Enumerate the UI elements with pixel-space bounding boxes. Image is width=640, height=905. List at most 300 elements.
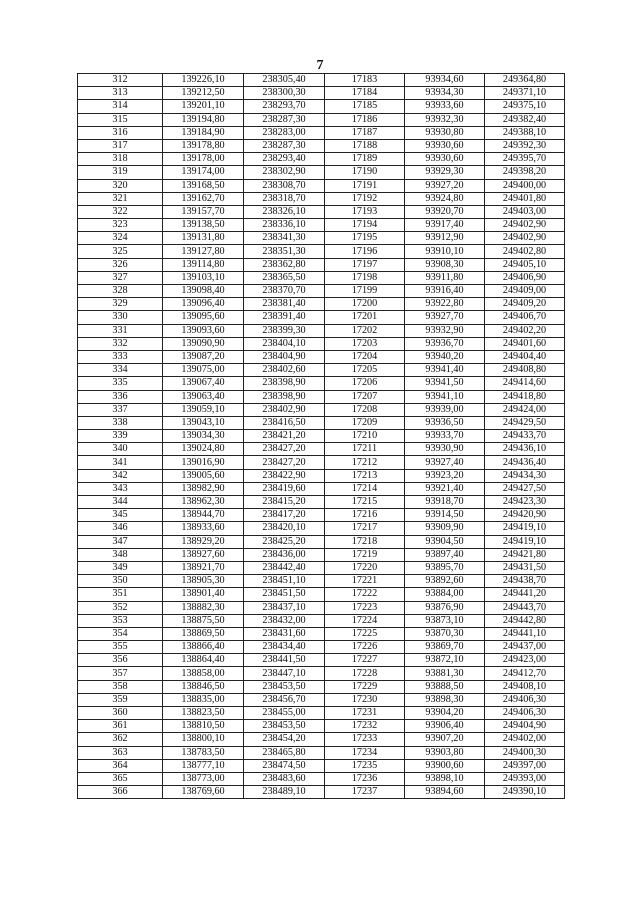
table-row bbox=[78, 707, 565, 720]
point-number-2-cell: 17201 bbox=[325, 311, 405, 324]
y-coordinate-cell: 238336,10 bbox=[244, 219, 325, 232]
y-coordinate-2-cell: 249392,30 bbox=[485, 139, 565, 152]
point-number-2-cell: 17212 bbox=[325, 456, 405, 469]
y-coordinate-2-cell: 249409,20 bbox=[485, 298, 565, 311]
x-coordinate-2-cell: 93884,00 bbox=[405, 588, 485, 601]
y-coordinate-cell: 238453,50 bbox=[244, 680, 325, 693]
point-number-2-cell: 17234 bbox=[325, 746, 405, 759]
table-row bbox=[78, 733, 565, 746]
y-coordinate-2-cell: 249408,10 bbox=[485, 680, 565, 693]
y-coordinate-cell: 238398,90 bbox=[244, 390, 325, 403]
x-coordinate-2-cell: 93927,20 bbox=[405, 179, 485, 192]
x-coordinate-2-cell: 93941,10 bbox=[405, 390, 485, 403]
x-coordinate-2-cell: 93895,70 bbox=[405, 561, 485, 574]
x-coordinate-2-cell: 93917,40 bbox=[405, 219, 485, 232]
x-coordinate-2-cell: 93892,60 bbox=[405, 575, 485, 588]
x-coordinate-cell: 139174,00 bbox=[163, 166, 244, 179]
x-coordinate-cell: 138783,50 bbox=[163, 746, 244, 759]
table-row bbox=[78, 364, 565, 377]
table-row bbox=[78, 245, 565, 258]
y-coordinate-2-cell: 249409,00 bbox=[485, 285, 565, 298]
y-coordinate-cell: 238431,60 bbox=[244, 627, 325, 640]
point-number-cell: 348 bbox=[78, 548, 163, 561]
point-number-cell: 347 bbox=[78, 535, 163, 548]
point-number-cell: 321 bbox=[78, 192, 163, 205]
table-row bbox=[78, 100, 565, 113]
y-coordinate-2-cell: 249398,20 bbox=[485, 166, 565, 179]
x-coordinate-cell: 138927,60 bbox=[163, 548, 244, 561]
table-row bbox=[78, 126, 565, 139]
table-row bbox=[78, 772, 565, 785]
table-row bbox=[78, 601, 565, 614]
y-coordinate-cell: 238465,80 bbox=[244, 746, 325, 759]
y-coordinate-cell: 238489,10 bbox=[244, 786, 325, 799]
y-coordinate-2-cell: 249423,00 bbox=[485, 654, 565, 667]
x-coordinate-cell: 139059,10 bbox=[163, 403, 244, 416]
x-coordinate-2-cell: 93869,70 bbox=[405, 641, 485, 654]
point-number-cell: 340 bbox=[78, 443, 163, 456]
y-coordinate-2-cell: 249406,30 bbox=[485, 693, 565, 706]
x-coordinate-2-cell: 93933,60 bbox=[405, 100, 485, 113]
x-coordinate-2-cell: 93912,90 bbox=[405, 232, 485, 245]
y-coordinate-2-cell: 249424,00 bbox=[485, 403, 565, 416]
x-coordinate-cell: 138901,40 bbox=[163, 588, 244, 601]
point-number-2-cell: 17192 bbox=[325, 192, 405, 205]
x-coordinate-2-cell: 93904,20 bbox=[405, 707, 485, 720]
x-coordinate-2-cell: 93914,50 bbox=[405, 509, 485, 522]
coordinates-table-body bbox=[78, 74, 565, 799]
point-number-2-cell: 17190 bbox=[325, 166, 405, 179]
x-coordinate-cell: 139114,80 bbox=[163, 258, 244, 271]
point-number-cell: 325 bbox=[78, 245, 163, 258]
y-coordinate-cell: 238454,20 bbox=[244, 733, 325, 746]
x-coordinate-cell: 138875,50 bbox=[163, 614, 244, 627]
point-number-cell: 326 bbox=[78, 258, 163, 271]
x-coordinate-cell: 139075,00 bbox=[163, 364, 244, 377]
y-coordinate-2-cell: 249402,90 bbox=[485, 219, 565, 232]
table-row bbox=[78, 561, 565, 574]
x-coordinate-cell: 138866,40 bbox=[163, 641, 244, 654]
x-coordinate-2-cell: 93909,90 bbox=[405, 522, 485, 535]
table-row bbox=[78, 74, 565, 87]
point-number-cell: 327 bbox=[78, 271, 163, 284]
point-number-2-cell: 17208 bbox=[325, 403, 405, 416]
point-number-2-cell: 17206 bbox=[325, 377, 405, 390]
x-coordinate-2-cell: 93872,10 bbox=[405, 654, 485, 667]
point-number-2-cell: 17195 bbox=[325, 232, 405, 245]
y-coordinate-cell: 238419,60 bbox=[244, 482, 325, 495]
y-coordinate-2-cell: 249408,80 bbox=[485, 364, 565, 377]
point-number-cell: 312 bbox=[78, 74, 163, 87]
point-number-2-cell: 17215 bbox=[325, 496, 405, 509]
y-coordinate-cell: 238300,30 bbox=[244, 87, 325, 100]
point-number-2-cell: 17193 bbox=[325, 205, 405, 218]
x-coordinate-2-cell: 93898,30 bbox=[405, 693, 485, 706]
y-coordinate-2-cell: 249441,10 bbox=[485, 627, 565, 640]
y-coordinate-cell: 238318,70 bbox=[244, 192, 325, 205]
y-coordinate-cell: 238451,50 bbox=[244, 588, 325, 601]
point-number-2-cell: 17196 bbox=[325, 245, 405, 258]
y-coordinate-2-cell: 249401,60 bbox=[485, 337, 565, 350]
point-number-cell: 343 bbox=[78, 482, 163, 495]
table-row bbox=[78, 588, 565, 601]
table-row bbox=[78, 746, 565, 759]
point-number-cell: 314 bbox=[78, 100, 163, 113]
y-coordinate-2-cell: 249437,00 bbox=[485, 641, 565, 654]
y-coordinate-cell: 238402,60 bbox=[244, 364, 325, 377]
x-coordinate-cell: 139157,70 bbox=[163, 205, 244, 218]
point-number-cell: 339 bbox=[78, 430, 163, 443]
x-coordinate-2-cell: 93940,20 bbox=[405, 350, 485, 363]
x-coordinate-2-cell: 93930,80 bbox=[405, 126, 485, 139]
y-coordinate-2-cell: 249401,80 bbox=[485, 192, 565, 205]
x-coordinate-2-cell: 93932,30 bbox=[405, 113, 485, 126]
y-coordinate-2-cell: 249438,70 bbox=[485, 575, 565, 588]
table-row bbox=[78, 535, 565, 548]
x-coordinate-2-cell: 93881,30 bbox=[405, 667, 485, 680]
y-coordinate-cell: 238287,30 bbox=[244, 113, 325, 126]
y-coordinate-2-cell: 249371,10 bbox=[485, 87, 565, 100]
table-row bbox=[78, 271, 565, 284]
y-coordinate-cell: 238483,60 bbox=[244, 772, 325, 785]
x-coordinate-cell: 139103,10 bbox=[163, 271, 244, 284]
x-coordinate-2-cell: 93932,90 bbox=[405, 324, 485, 337]
x-coordinate-cell: 138929,20 bbox=[163, 535, 244, 548]
x-coordinate-cell: 139212,50 bbox=[163, 87, 244, 100]
point-number-cell: 337 bbox=[78, 403, 163, 416]
point-number-2-cell: 17227 bbox=[325, 654, 405, 667]
point-number-2-cell: 17233 bbox=[325, 733, 405, 746]
point-number-cell: 313 bbox=[78, 87, 163, 100]
y-coordinate-cell: 238283,00 bbox=[244, 126, 325, 139]
point-number-cell: 317 bbox=[78, 139, 163, 152]
x-coordinate-cell: 139090,90 bbox=[163, 337, 244, 350]
x-coordinate-cell: 139043,10 bbox=[163, 416, 244, 429]
point-number-cell: 345 bbox=[78, 509, 163, 522]
point-number-2-cell: 17194 bbox=[325, 219, 405, 232]
point-number-2-cell: 17198 bbox=[325, 271, 405, 284]
x-coordinate-cell: 139168,50 bbox=[163, 179, 244, 192]
point-number-cell: 344 bbox=[78, 496, 163, 509]
point-number-cell: 342 bbox=[78, 469, 163, 482]
table-row bbox=[78, 337, 565, 350]
point-number-cell: 320 bbox=[78, 179, 163, 192]
x-coordinate-cell: 139067,40 bbox=[163, 377, 244, 390]
point-number-2-cell: 17228 bbox=[325, 667, 405, 680]
table-row bbox=[78, 285, 565, 298]
y-coordinate-cell: 238456,70 bbox=[244, 693, 325, 706]
y-coordinate-cell: 238416,50 bbox=[244, 416, 325, 429]
y-coordinate-cell: 238434,40 bbox=[244, 641, 325, 654]
y-coordinate-2-cell: 249436,10 bbox=[485, 443, 565, 456]
x-coordinate-cell: 138982,90 bbox=[163, 482, 244, 495]
point-number-2-cell: 17202 bbox=[325, 324, 405, 337]
y-coordinate-cell: 238441,50 bbox=[244, 654, 325, 667]
y-coordinate-cell: 238420,10 bbox=[244, 522, 325, 535]
y-coordinate-cell: 238381,40 bbox=[244, 298, 325, 311]
x-coordinate-cell: 139138,50 bbox=[163, 219, 244, 232]
x-coordinate-cell: 139093,60 bbox=[163, 324, 244, 337]
x-coordinate-2-cell: 93930,90 bbox=[405, 443, 485, 456]
y-coordinate-2-cell: 249434,30 bbox=[485, 469, 565, 482]
table-row bbox=[78, 298, 565, 311]
table-row bbox=[78, 350, 565, 363]
point-number-cell: 366 bbox=[78, 786, 163, 799]
point-number-cell: 328 bbox=[78, 285, 163, 298]
table-row bbox=[78, 522, 565, 535]
y-coordinate-2-cell: 249427,50 bbox=[485, 482, 565, 495]
x-coordinate-2-cell: 93939,00 bbox=[405, 403, 485, 416]
point-number-cell: 349 bbox=[78, 561, 163, 574]
y-coordinate-cell: 238398,90 bbox=[244, 377, 325, 390]
point-number-cell: 335 bbox=[78, 377, 163, 390]
table-row bbox=[78, 166, 565, 179]
x-coordinate-cell: 139087,20 bbox=[163, 350, 244, 363]
x-coordinate-2-cell: 93929,30 bbox=[405, 166, 485, 179]
table-row bbox=[78, 456, 565, 469]
y-coordinate-cell: 238451,10 bbox=[244, 575, 325, 588]
y-coordinate-cell: 238421,20 bbox=[244, 430, 325, 443]
x-coordinate-2-cell: 93920,70 bbox=[405, 205, 485, 218]
y-coordinate-cell: 238293,70 bbox=[244, 100, 325, 113]
point-number-2-cell: 17223 bbox=[325, 601, 405, 614]
point-number-2-cell: 17185 bbox=[325, 100, 405, 113]
x-coordinate-2-cell: 93876,90 bbox=[405, 601, 485, 614]
y-coordinate-cell: 238404,10 bbox=[244, 337, 325, 350]
x-coordinate-cell: 138769,60 bbox=[163, 786, 244, 799]
table-row bbox=[78, 496, 565, 509]
y-coordinate-2-cell: 249412,70 bbox=[485, 667, 565, 680]
y-coordinate-2-cell: 249406,90 bbox=[485, 271, 565, 284]
y-coordinate-cell: 238308,70 bbox=[244, 179, 325, 192]
point-number-2-cell: 17220 bbox=[325, 561, 405, 574]
y-coordinate-cell: 238474,50 bbox=[244, 759, 325, 772]
y-coordinate-2-cell: 249406,70 bbox=[485, 311, 565, 324]
y-coordinate-cell: 238402,90 bbox=[244, 403, 325, 416]
table-row bbox=[78, 153, 565, 166]
y-coordinate-2-cell: 249400,30 bbox=[485, 746, 565, 759]
x-coordinate-cell: 138823,50 bbox=[163, 707, 244, 720]
x-coordinate-cell: 138777,10 bbox=[163, 759, 244, 772]
x-coordinate-2-cell: 93894,60 bbox=[405, 786, 485, 799]
y-coordinate-2-cell: 249441,20 bbox=[485, 588, 565, 601]
x-coordinate-cell: 138864,40 bbox=[163, 654, 244, 667]
x-coordinate-cell: 139131,80 bbox=[163, 232, 244, 245]
table-row bbox=[78, 509, 565, 522]
table-row bbox=[78, 232, 565, 245]
x-coordinate-2-cell: 93936,70 bbox=[405, 337, 485, 350]
x-coordinate-2-cell: 93936,50 bbox=[405, 416, 485, 429]
x-coordinate-cell: 138933,60 bbox=[163, 522, 244, 535]
point-number-2-cell: 17221 bbox=[325, 575, 405, 588]
y-coordinate-cell: 238362,80 bbox=[244, 258, 325, 271]
x-coordinate-cell: 139178,00 bbox=[163, 153, 244, 166]
table-row bbox=[78, 443, 565, 456]
point-number-2-cell: 17222 bbox=[325, 588, 405, 601]
x-coordinate-cell: 139034,30 bbox=[163, 430, 244, 443]
x-coordinate-2-cell: 93922,80 bbox=[405, 298, 485, 311]
y-coordinate-cell: 238455,00 bbox=[244, 707, 325, 720]
point-number-2-cell: 17205 bbox=[325, 364, 405, 377]
point-number-2-cell: 17188 bbox=[325, 139, 405, 152]
y-coordinate-2-cell: 249393,00 bbox=[485, 772, 565, 785]
point-number-cell: 341 bbox=[78, 456, 163, 469]
point-number-cell: 329 bbox=[78, 298, 163, 311]
x-coordinate-2-cell: 93916,40 bbox=[405, 285, 485, 298]
table-row bbox=[78, 205, 565, 218]
point-number-2-cell: 17211 bbox=[325, 443, 405, 456]
x-coordinate-2-cell: 93908,30 bbox=[405, 258, 485, 271]
x-coordinate-2-cell: 93870,30 bbox=[405, 627, 485, 640]
x-coordinate-cell: 139226,10 bbox=[163, 74, 244, 87]
x-coordinate-2-cell: 93900,60 bbox=[405, 759, 485, 772]
x-coordinate-cell: 138858,00 bbox=[163, 667, 244, 680]
point-number-2-cell: 17200 bbox=[325, 298, 405, 311]
y-coordinate-cell: 238447,10 bbox=[244, 667, 325, 680]
point-number-cell: 355 bbox=[78, 641, 163, 654]
x-coordinate-cell: 139024,80 bbox=[163, 443, 244, 456]
y-coordinate-2-cell: 249364,80 bbox=[485, 74, 565, 87]
x-coordinate-cell: 138800,10 bbox=[163, 733, 244, 746]
table-row bbox=[78, 667, 565, 680]
point-number-2-cell: 17219 bbox=[325, 548, 405, 561]
point-number-cell: 318 bbox=[78, 153, 163, 166]
x-coordinate-2-cell: 93923,20 bbox=[405, 469, 485, 482]
x-coordinate-cell: 139178,80 bbox=[163, 139, 244, 152]
x-coordinate-cell: 138846,50 bbox=[163, 680, 244, 693]
point-number-2-cell: 17186 bbox=[325, 113, 405, 126]
x-coordinate-cell: 139096,40 bbox=[163, 298, 244, 311]
table-row bbox=[78, 403, 565, 416]
x-coordinate-2-cell: 93903,80 bbox=[405, 746, 485, 759]
point-number-2-cell: 17224 bbox=[325, 614, 405, 627]
y-coordinate-2-cell: 249402,90 bbox=[485, 232, 565, 245]
y-coordinate-cell: 238427,20 bbox=[244, 456, 325, 469]
x-coordinate-cell: 139005,60 bbox=[163, 469, 244, 482]
y-coordinate-2-cell: 249402,20 bbox=[485, 324, 565, 337]
table-row bbox=[78, 87, 565, 100]
point-number-cell: 333 bbox=[78, 350, 163, 363]
point-number-cell: 338 bbox=[78, 416, 163, 429]
x-coordinate-2-cell: 93888,50 bbox=[405, 680, 485, 693]
y-coordinate-cell: 238391,40 bbox=[244, 311, 325, 324]
x-coordinate-2-cell: 93924,80 bbox=[405, 192, 485, 205]
point-number-2-cell: 17229 bbox=[325, 680, 405, 693]
y-coordinate-cell: 238415,20 bbox=[244, 496, 325, 509]
point-number-cell: 364 bbox=[78, 759, 163, 772]
point-number-cell: 360 bbox=[78, 707, 163, 720]
x-coordinate-2-cell: 93898,10 bbox=[405, 772, 485, 785]
point-number-cell: 319 bbox=[78, 166, 163, 179]
x-coordinate-cell: 139194,80 bbox=[163, 113, 244, 126]
point-number-2-cell: 17189 bbox=[325, 153, 405, 166]
point-number-cell: 324 bbox=[78, 232, 163, 245]
table-row bbox=[78, 759, 565, 772]
x-coordinate-cell: 138773,00 bbox=[163, 772, 244, 785]
table-row bbox=[78, 416, 565, 429]
point-number-cell: 322 bbox=[78, 205, 163, 218]
y-coordinate-cell: 238442,40 bbox=[244, 561, 325, 574]
table-row bbox=[78, 139, 565, 152]
point-number-cell: 356 bbox=[78, 654, 163, 667]
table-row bbox=[78, 113, 565, 126]
point-number-2-cell: 17213 bbox=[325, 469, 405, 482]
x-coordinate-cell: 139162,70 bbox=[163, 192, 244, 205]
y-coordinate-2-cell: 249404,40 bbox=[485, 350, 565, 363]
table-row bbox=[78, 258, 565, 271]
y-coordinate-cell: 238453,50 bbox=[244, 720, 325, 733]
x-coordinate-2-cell: 93941,50 bbox=[405, 377, 485, 390]
y-coordinate-2-cell: 249414,60 bbox=[485, 377, 565, 390]
point-number-2-cell: 17236 bbox=[325, 772, 405, 785]
x-coordinate-2-cell: 93934,30 bbox=[405, 87, 485, 100]
point-number-cell: 361 bbox=[78, 720, 163, 733]
point-number-cell: 332 bbox=[78, 337, 163, 350]
point-number-2-cell: 17209 bbox=[325, 416, 405, 429]
y-coordinate-cell: 238341,30 bbox=[244, 232, 325, 245]
y-coordinate-2-cell: 249390,10 bbox=[485, 786, 565, 799]
y-coordinate-2-cell: 249429,50 bbox=[485, 416, 565, 429]
x-coordinate-2-cell: 93941,40 bbox=[405, 364, 485, 377]
page-number: 7 bbox=[316, 58, 324, 73]
point-number-cell: 336 bbox=[78, 390, 163, 403]
table-row bbox=[78, 179, 565, 192]
point-number-cell: 357 bbox=[78, 667, 163, 680]
point-number-cell: 358 bbox=[78, 680, 163, 693]
x-coordinate-cell: 138944,70 bbox=[163, 509, 244, 522]
point-number-2-cell: 17235 bbox=[325, 759, 405, 772]
x-coordinate-2-cell: 93910,10 bbox=[405, 245, 485, 258]
y-coordinate-cell: 238293,40 bbox=[244, 153, 325, 166]
x-coordinate-2-cell: 93918,70 bbox=[405, 496, 485, 509]
coordinates-table bbox=[77, 73, 565, 799]
table-row bbox=[78, 311, 565, 324]
y-coordinate-2-cell: 249420,90 bbox=[485, 509, 565, 522]
point-number-2-cell: 17214 bbox=[325, 482, 405, 495]
table-row bbox=[78, 390, 565, 403]
point-number-cell: 354 bbox=[78, 627, 163, 640]
x-coordinate-cell: 138869,50 bbox=[163, 627, 244, 640]
point-number-cell: 330 bbox=[78, 311, 163, 324]
point-number-2-cell: 17204 bbox=[325, 350, 405, 363]
point-number-cell: 353 bbox=[78, 614, 163, 627]
y-coordinate-2-cell: 249419,10 bbox=[485, 522, 565, 535]
y-coordinate-2-cell: 249375,10 bbox=[485, 100, 565, 113]
table-row bbox=[78, 192, 565, 205]
x-coordinate-2-cell: 93907,20 bbox=[405, 733, 485, 746]
y-coordinate-2-cell: 249395,70 bbox=[485, 153, 565, 166]
y-coordinate-cell: 238404,90 bbox=[244, 350, 325, 363]
point-number-2-cell: 17203 bbox=[325, 337, 405, 350]
table-row bbox=[78, 430, 565, 443]
point-number-2-cell: 17207 bbox=[325, 390, 405, 403]
point-number-2-cell: 17237 bbox=[325, 786, 405, 799]
y-coordinate-cell: 238365,50 bbox=[244, 271, 325, 284]
x-coordinate-2-cell: 93934,60 bbox=[405, 74, 485, 87]
x-coordinate-cell: 139184,90 bbox=[163, 126, 244, 139]
x-coordinate-2-cell: 93930,60 bbox=[405, 153, 485, 166]
y-coordinate-2-cell: 249403,00 bbox=[485, 205, 565, 218]
point-number-cell: 331 bbox=[78, 324, 163, 337]
point-number-cell: 315 bbox=[78, 113, 163, 126]
y-coordinate-2-cell: 249442,80 bbox=[485, 614, 565, 627]
table-row bbox=[78, 377, 565, 390]
table-row bbox=[78, 627, 565, 640]
x-coordinate-cell: 139095,60 bbox=[163, 311, 244, 324]
point-number-2-cell: 17187 bbox=[325, 126, 405, 139]
x-coordinate-2-cell: 93927,40 bbox=[405, 456, 485, 469]
point-number-cell: 350 bbox=[78, 575, 163, 588]
